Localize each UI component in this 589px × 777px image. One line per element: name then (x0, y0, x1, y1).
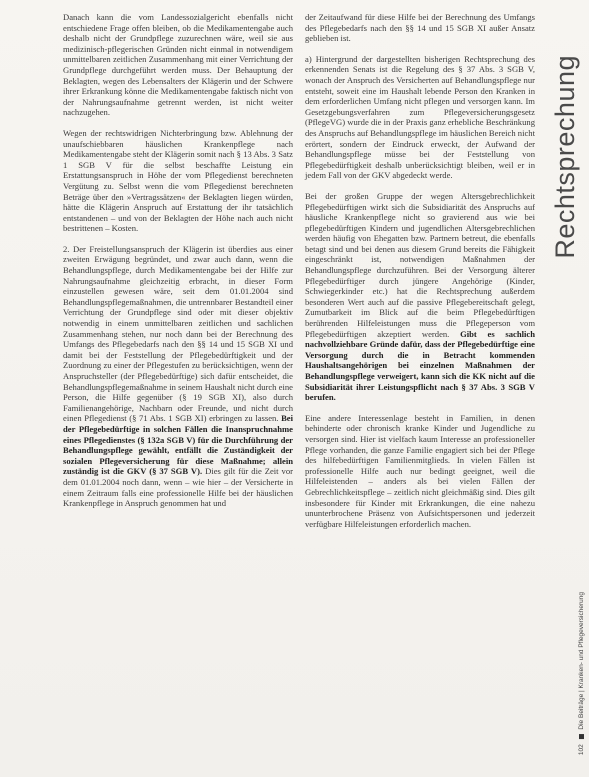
paragraph-text: 2. Der Freistellungsanspruch der Klägerin ist überdies aus einer zweiten Erwägung begründet, und zwar auch dann, wenn die Behandlungspflege, durch Medikamentengabe bei der Hilfe zur Nahrungsaufnahme gleichzeitig erbracht, in dieser Form einzustellen gewesen wäre, seit dem 01.01.2004 sind Behandlungspflegemaßnahmen, die untrennbarer Bestandteil einer Verrichtung der Grundpflege sind oder mit dieser objektiv notwendig in einem unmittelbaren zeitlichen und sachlichen Zusammenhang stehen, nur noch dann bei der Berechnung des Umfangs des Pflegebedarfs nach den §§ 14 und 15 SGB XI und damit bei der Feststellung der Pflegebedürftigkeit und der Zuordnung zu einer der Pflegestufen zu berücksichtigen, wenn der Anspruchsteller (der Pflegebedürftige) sich dafür entscheidet, die Behandlungspflegemaßnahme in seinem Haushalt nicht durch eine Person, die Hilfe gegenüber (§ 19 SGB XI), also durch Familienangehörige, Nachbarn oder Freunde, und nicht durch einen Pflegedienst (§ 71 Abs. 1 SGB XI) erbringen zu lassen. (63, 243, 293, 424)
paragraph: a) Hintergrund der dargestellten bisherigen Rechtsprechung des erkennenden Senats ist die Regelung des § 37 Abs. 3 SGB V, wonach der Anspruch des Versicherten auf Behandlungspflege nur entsteht, soweit eine im Haushalt lebende Person den Kranken in dem erforderlichen Umfang nicht pflegen und versorgen kann. Im Gesetzgebungsverfahren zum Pflegeversicherungsgesetz (PflegeVG) wurde die in der Praxis ganz erhebliche Beschränkung des Anspruchs auf Behandlungspflege im häuslichen Bereich nicht erörtert, sondern der Eindruck erweckt, der Aufwand der Behandlungspflege müsse bei der Feststellung von Pflegebedürftigkeit deshalb unberücksichtigt bleiben, weil er in jedem Fall von der GKV abgedeckt werde. (305, 53, 535, 181)
paragraph (63, 244, 293, 509)
right-column (305, 12, 535, 539)
paragraph-text: Bei der großen Gruppe der wegen Altersgebrechlichkeit Pflegebedürftigen wirkt sich die Subsidiarität des Anspruchs auf häusliche Krankenpflege nicht so gravierend aus wie bei pflegebedürftigen Kindern und jugendlichen Altersgebrechlichen werden häufig von Ehegatten bzw. Partnern betreut, die ebenfalls betagt sind und bei denen aus diesem Grund bereits die Fähigkeit eingeschränkt ist, notwendigen Maßnahmen der Behandlungspflege durchzuführen. Bei der Versorgung älterer Pflegebedürftiger durch jüngere Angehörige (Kinder, Schwiegerkinder etc.) hat die Rechtsprechung außerdem besonderen Wert auch auf die passive Pflegebereitschaft gelegt, Zumutbarkeit im Blick auf die beim Pflegebedürftigen berührenden Hilfeleistungen muss die Pflegeperson vom Pflegebedürftigen akzeptiert werden. (305, 190, 535, 339)
highlight-text: Gibt es sachlich nachvollziehbare Gründe dafür, dass der Pflegebedürftige eine Versorgung durch die in Betracht kommenden Haushaltsangehörigen bei einzelnen Maßnahmen der Behandlungspflege verweigert, kann sich die KK nicht auf die Subsidiarität ihrer Leistungspflicht nach § 37 Abs. 3 SGB V berufen. (305, 328, 535, 403)
paragraph: Wegen der rechtswidrigen Nichterbringung bzw. Ablehnung der unaufschiebbaren häuslichen Krankenpflege nach Medikamentengabe steht der Klägerin somit nach § 13 Abs. 3 Satz 1 SGB V für die selbst beschaffte Leistung ein Erstattungsanspruch in Höhe der vom Pflegedienst berechneten Vergütung zu. Selbst wenn die vom Pflegedienst berechneten Beträge über den »Vertragssätzen« der Beklagten liegen würden, hätte die Klägerin Anspruch auf Erstattung der ihr tatsächlich entstandenen – und von der Beklagten der Höhe nach auch nicht bestrittenen – Kosten. (63, 127, 293, 234)
highlight-text: Bei der Pflegebedürftige in solchen Fällen die Inanspruchnahme eines Pflegedienstes (§ 132a SGB V) für die Durchführung der Behandlungspflege gewählt, entfällt die Zuständigkeit der sozialen Pflegeversicherung für diese Maßnahme; allein zuständig ist die GKV (§ 37 SGB V). (63, 413, 294, 477)
page-number: 102 (578, 744, 585, 755)
left-column (63, 12, 293, 519)
page-footer: 102 Die Beiträge | Kranken- und Pflegeversicherung (578, 591, 585, 755)
paragraph: Danach kann die vom Landessozialgericht ebenfalls nicht entschiedene Frage offen bleiben, ob die Medikamentengabe auch deshalb nicht der Grundpflege zuzurechnen wäre, weil sie aus medizinisch-pflegerischen Gründen nicht einmal in notwendigem unmittelbaren zeitlichen Zusammenhang mit einer Verrichtung der Grundpflege durchgeführt werden muss. Der Behauptung der Beklagten, wegen des Lebensalters der Klägerin und der Schwere ihrer Erkrankung könne die Medikamentengabe faktisch nicht von der Nahrungsaufnahme getrennt werden, ist nicht weiter nachzugehen. (63, 12, 293, 118)
section-title: Rechtsprechung (550, 55, 580, 259)
square-icon (580, 734, 585, 739)
paragraph (305, 191, 535, 403)
magazine-name: Die Beiträge (578, 693, 585, 730)
paragraph: Eine andere Interessenlage besteht in Familien, in denen behinderte oder chronisch kranke Kinder und Jugendliche zu versorgen sind. Hier ist vielfach kaum Interesse an professioneller Pflege vorhanden, die ganze Familie engagiert sich bei der Pflege des hilfebedürftigen Familienmitglieds. In vielen Fällen ist professionelle Hilfe auch nur bedingt geeignet, weil die Hilfeleistenden – anders als bei vielen Fällen der Gebrechlichkeitspflege – zeitlich nicht gleichmäßig sind. Dies gilt insbesondere für Kinder mit Erkrankungen, die eine nahezu ununterbrochene Präsenz von Aufsichtspersonen und jederzeit verfügbare Hilfeleistungen erforderlich machen. (305, 412, 535, 529)
paragraph: der Zeitaufwand für diese Hilfe bei der Berechnung des Umfangs des Pflegebedarfs nach den §§ 14 und 15 SGB XI außer Ansatz geblieben ist. (305, 12, 535, 44)
issue-name: Kranken- und Pflegeversicherung (578, 591, 585, 689)
paragraph-text: Dies gilt für die Zeit vor dem 01.01.2004 noch dann, wenn – wie hier – der Versicherte in einem Zeitraum falls eine professionelle Hilfe bei der häuslichen Krankenpflege in Anspruch genommen hat und (63, 466, 293, 509)
